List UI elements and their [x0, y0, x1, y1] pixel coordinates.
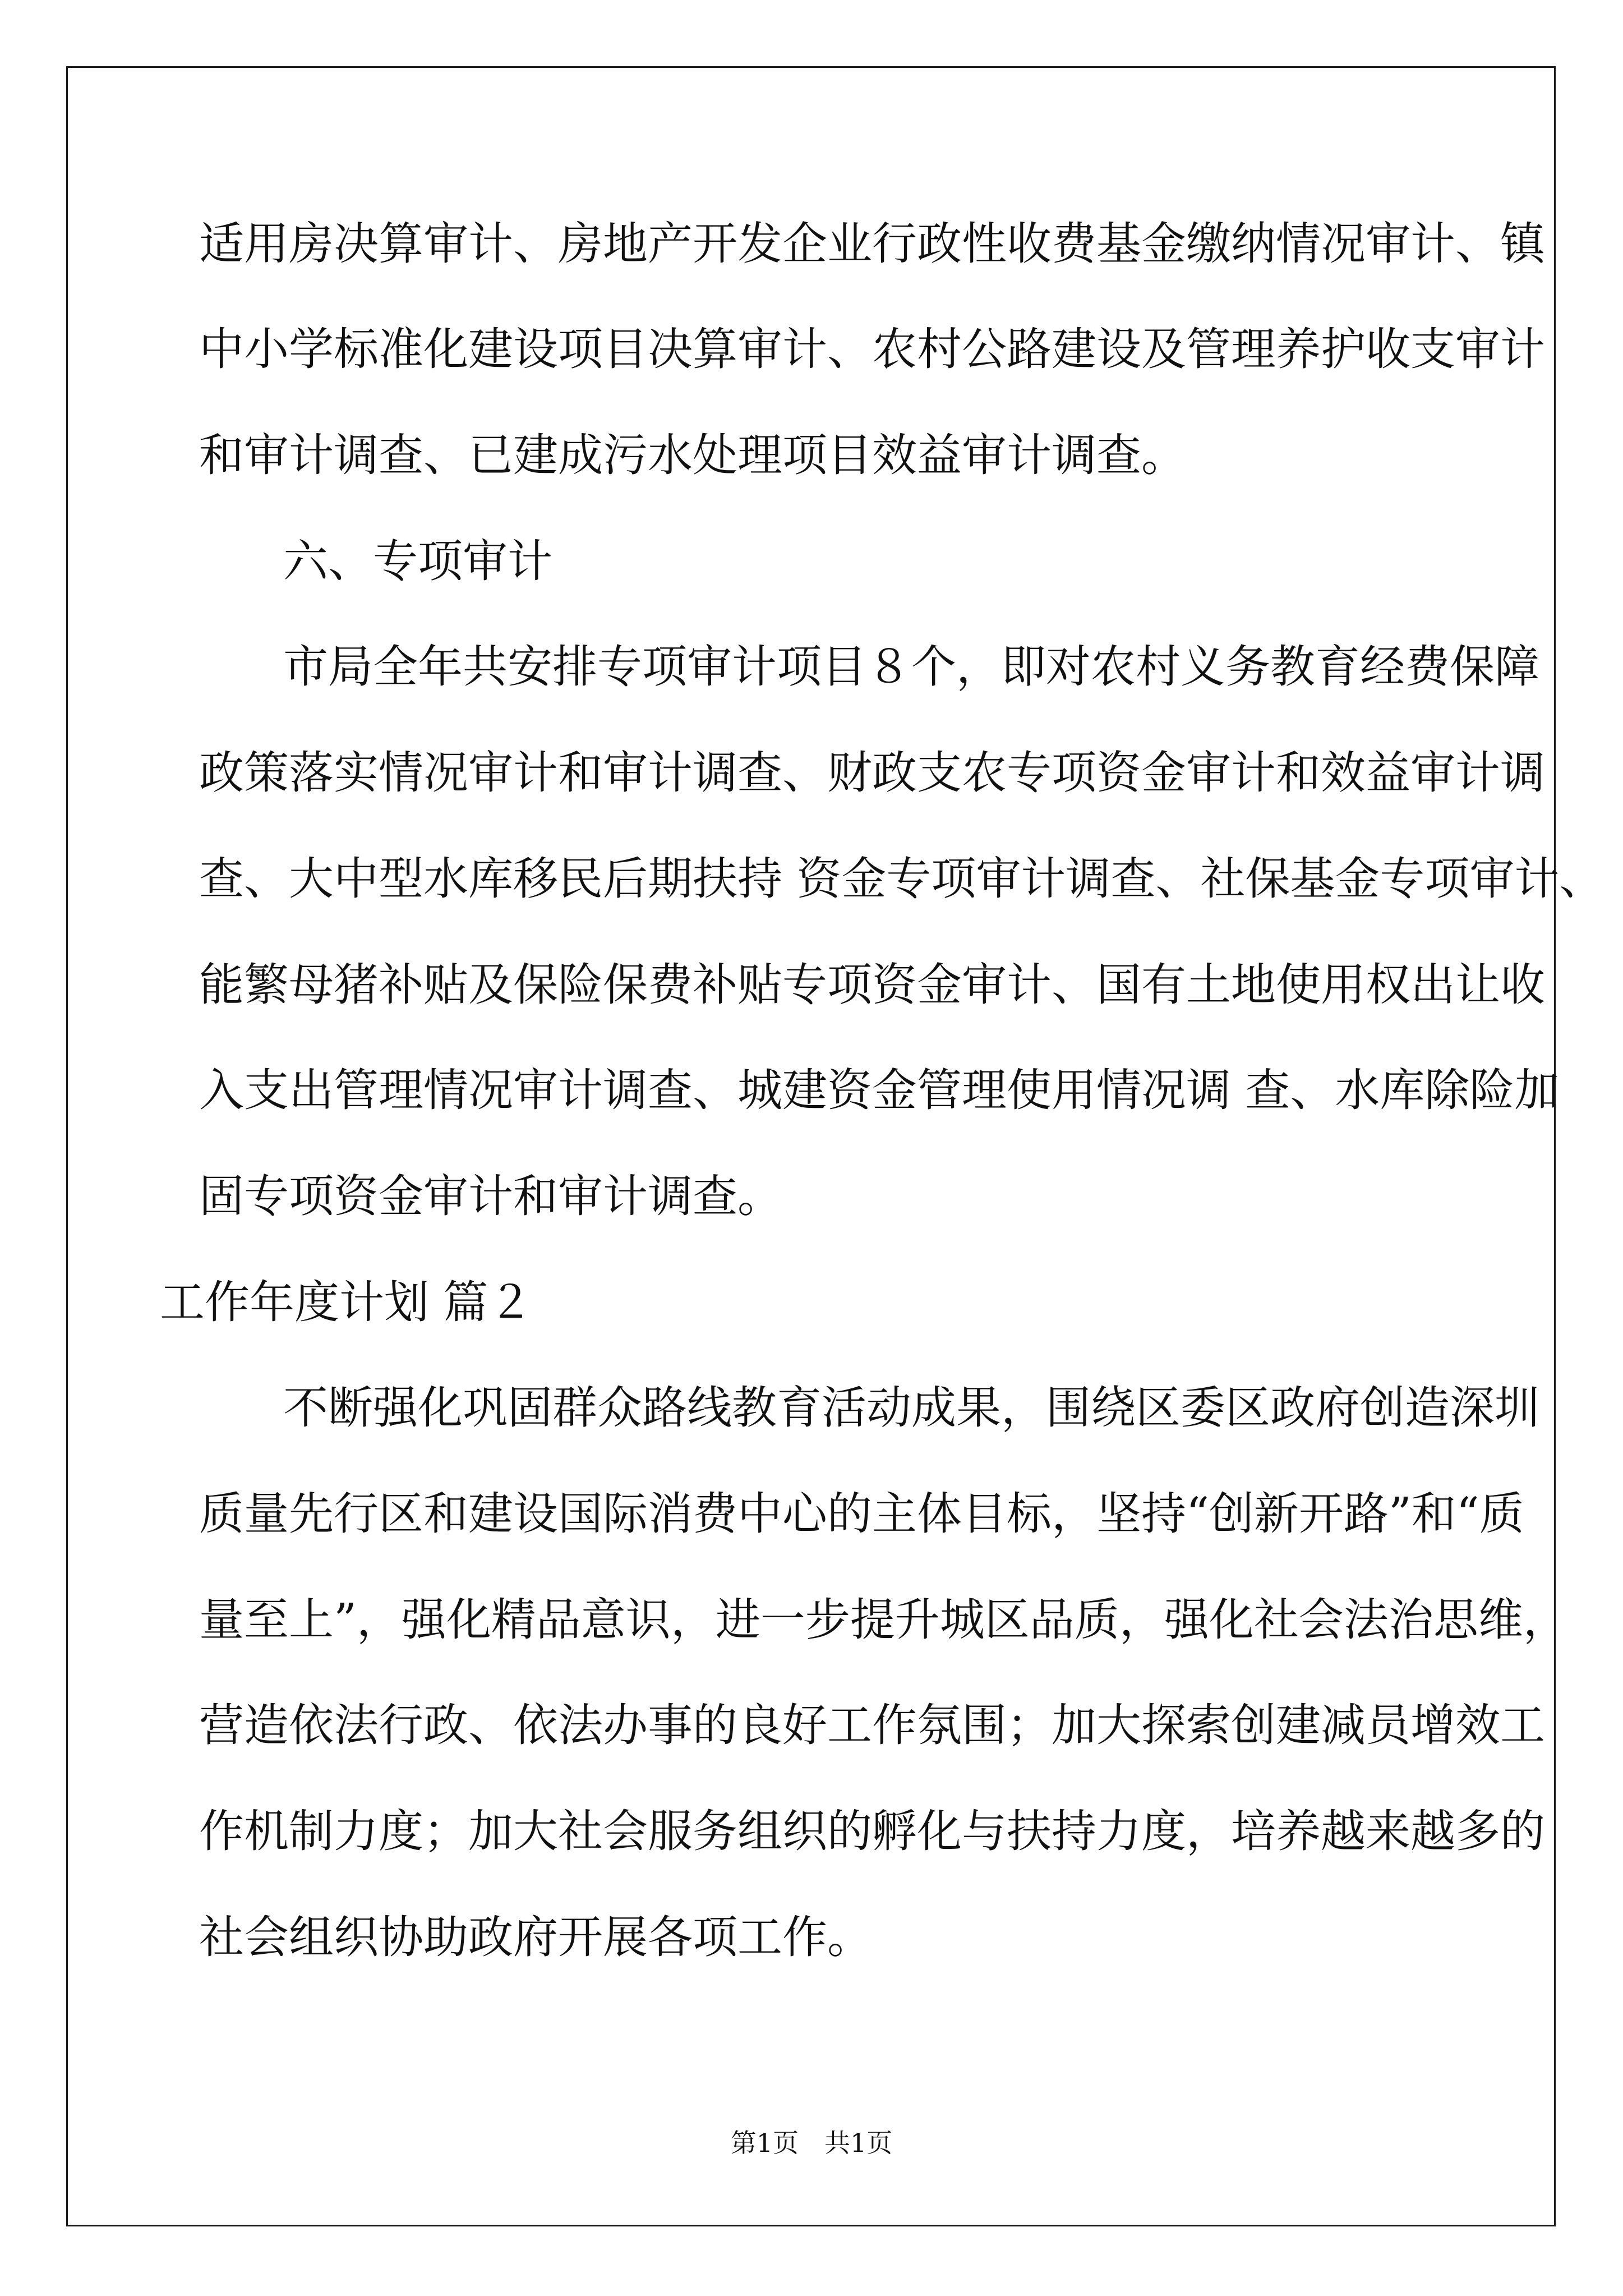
paragraph-line: 作机制力度；加大社会服务组织的孵化与扶持力度，培养越来越多的 [199, 1805, 1545, 1857]
section-heading: 六、专项审计 [283, 535, 552, 587]
paragraph-line: 固专项资金审计和审计调查。 [199, 1170, 782, 1222]
paragraph-line: 市局全年共安排专项审计项目８个，即对农村义务教育经费保障 [283, 641, 1539, 693]
paragraph-line: 不断强化巩固群众路线教育活动成果，围绕区委区政府创造深圳 [283, 1382, 1539, 1434]
paragraph-line: 量至上”，强化精品意识，进一步提升城区品质，强化社会法治思维， [199, 1594, 1568, 1646]
paragraph-line: 能繁母猪补贴及保险保费补贴专项资金审计、国有土地使用权出让收 [199, 959, 1545, 1011]
page-border [66, 66, 1604, 2226]
article-title: 工作年度计划 篇２ [160, 1276, 533, 1328]
paragraph-line: 营造依法行政、依法办事的良好工作氛围；加大探索创建减员增效工 [199, 1699, 1545, 1751]
paragraph-line: 社会组织协助政府开展各项工作。 [199, 1911, 872, 1963]
page-number: 第1页 共1页 [730, 2128, 893, 2158]
paragraph-line: 入支出管理情况审计调查、城建资金管理使用情况调 查、水库除险加 [199, 1064, 1560, 1116]
paragraph-line: 查、大中型水库移民后期扶持 资金专项审计调查、社保基金专项审计、 [199, 853, 1604, 905]
paragraph-line: 适用房决算审计、房地产开发企业行政性收费基金缴纳情况审计、镇 [199, 218, 1545, 270]
paragraph-line: 质量先行区和建设国际消费中心的主体目标，坚持“创新开路”和“质 [199, 1488, 1524, 1540]
paragraph-line: 和审计调查、已建成污水处理项目效益审计调查。 [199, 429, 1186, 481]
paragraph-line: 中小学标准化建设项目决算审计、农村公路建设及管理养护收支审计 [199, 323, 1545, 375]
paragraph-line: 政策落实情况审计和审计调查、财政支农专项资金审计和效益审计调 [199, 747, 1545, 799]
